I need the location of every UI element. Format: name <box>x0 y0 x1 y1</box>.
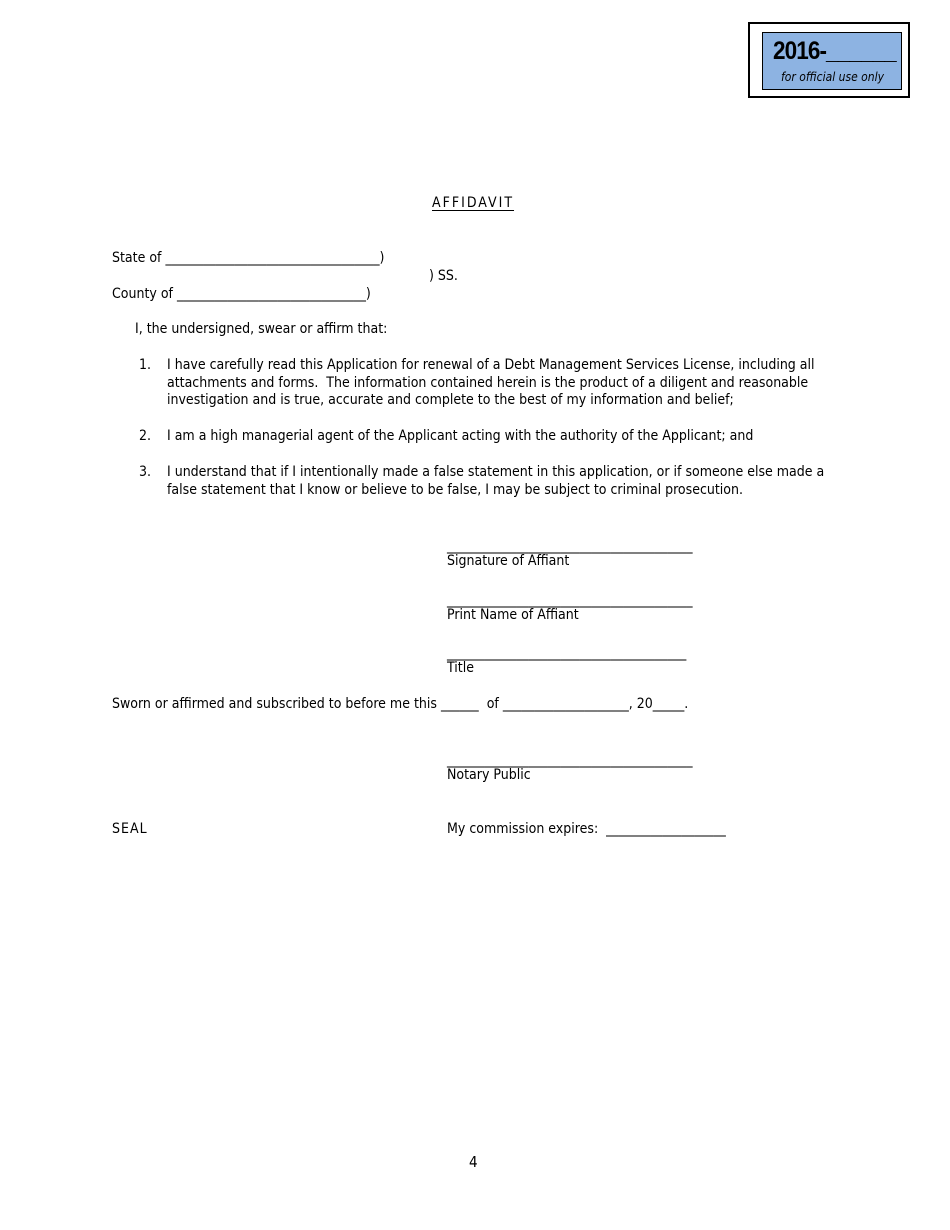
item-2-line-1: I am a high managerial agent of the Applicant acting with the authority of the Applicant; and <box>167 428 754 444</box>
county-line: County of ______________________________) <box>112 286 371 302</box>
official-year: 2016-______ <box>773 37 896 65</box>
item-1-line-3: investigation and is true, accurate and complete to the best of my information and belief; <box>167 392 734 408</box>
sworn-statement: Sworn or affirmed and subscribed to before me this ______ of ____________________, 20_____. <box>112 696 689 712</box>
title-line: ______________________________________ <box>447 645 687 661</box>
item-3-line-1: I understand that if I intentionally made a false statement in this application, or if someone else made a <box>167 464 825 480</box>
intro-text: I, the undersigned, swear or affirm that: <box>135 321 388 337</box>
print-name-label: Print Name of Affiant <box>447 607 579 623</box>
page-number: 4 <box>469 1153 478 1171</box>
official-use-inner <box>762 32 902 90</box>
notary-label: Notary Public <box>447 767 531 783</box>
state-line: State of __________________________________) <box>112 250 385 266</box>
item-1-line-1: I have carefully read this Application for renewal of a Debt Management Services License, including all <box>167 357 815 373</box>
commission-expires: My commission expires: ___________________ <box>447 821 726 837</box>
title-label: Title <box>447 660 474 676</box>
item-1-line-2: attachments and forms. The information contained herein is the product of a diligent and reasonable <box>167 375 809 391</box>
page-title: AFFIDAVIT <box>432 195 515 211</box>
item-3-line-2: false statement that I know or believe to be false, I may be subject to criminal prosecution. <box>167 482 743 498</box>
seal-label: SEAL <box>112 821 148 837</box>
official-use-box <box>748 22 910 98</box>
item-number: 2. <box>138 428 151 444</box>
signature-line: _______________________________________ <box>447 538 693 554</box>
item-number: 1. <box>138 357 151 373</box>
signature-label: Signature of Affiant <box>447 553 570 569</box>
print-name-line: _______________________________________ <box>447 592 693 608</box>
item-number: 3. <box>138 464 151 480</box>
official-use-note: for official use only <box>781 70 885 84</box>
notary-line: _______________________________________ <box>447 752 693 768</box>
ss-line: ) SS. <box>429 268 458 284</box>
